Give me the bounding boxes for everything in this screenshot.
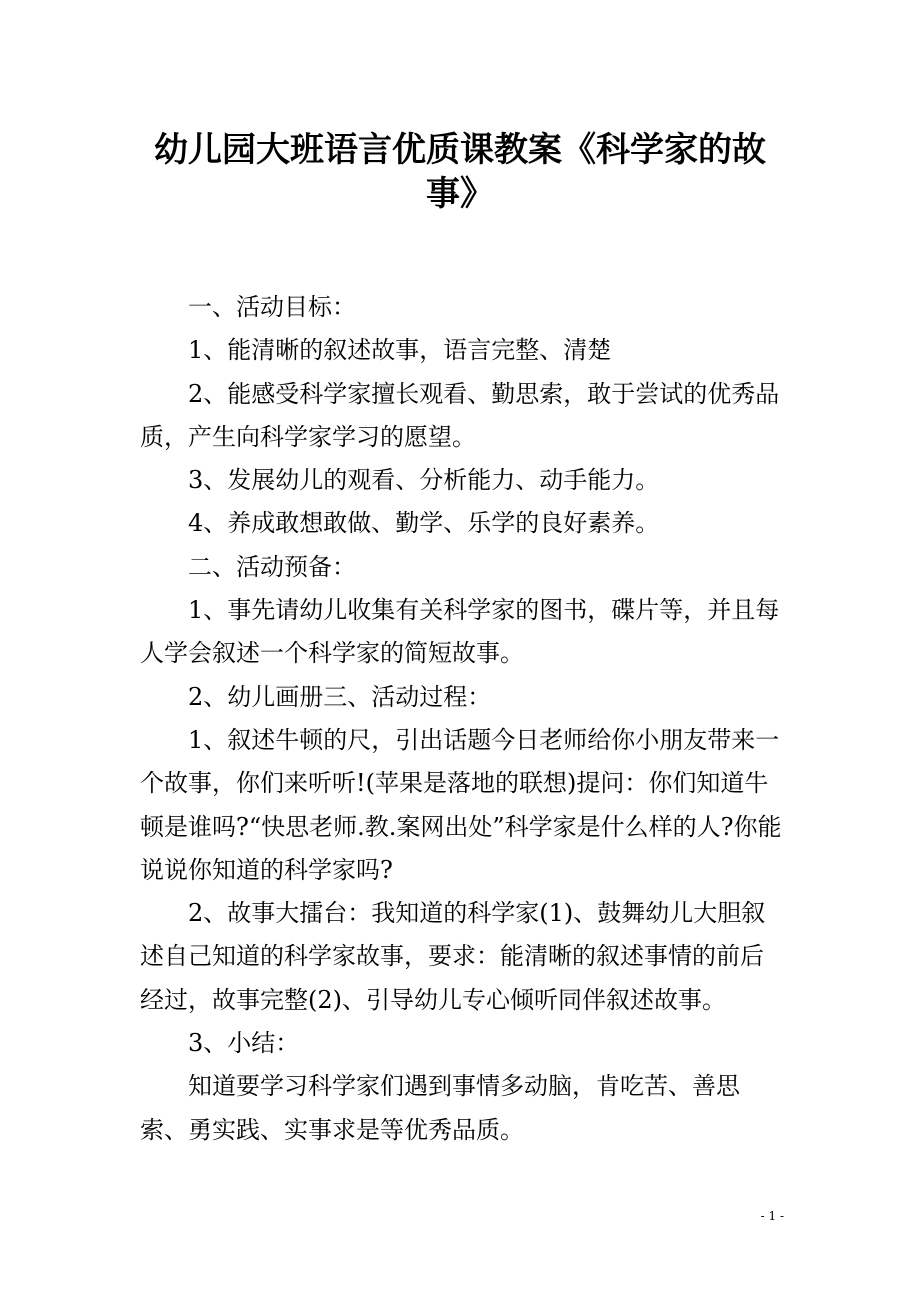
preparation-item-2: 2、幼儿画册三、活动过程： [188,682,492,711]
document-body [140,286,786,1152]
title-line-1: 幼儿园大班语言优质课教案《科学家的故 [154,130,766,170]
summary-text: 知道要学习科学家们遇到事情多动脑，肯吃苦、善思索、勇实践、实事求是等优秀品质。 [140,1072,740,1144]
preparation-item-1: 1、事先请幼儿收集有关科学家的图书，碟片等，并且每人学会叙述一个科学家的简短故事。 [140,596,780,668]
section-heading-goals: 一、活动目标： [188,293,356,321]
page-number: - 1 - [760,1209,784,1223]
process-item-2: 2、故事大擂台：我知道的科学家(1)、鼓舞幼儿大胆叙述自己知道的科学家故事，要求：能清晰的叙述事情的前后经过，故事完整(2)、引导幼儿专心倾听同伴叙述故事。 [140,899,766,1014]
goal-item-4: 4、养成敢想敢做、勤学、乐学的良好素养。 [188,509,660,538]
section-heading-preparation: 二、活动预备： [188,552,356,581]
process-item-1: 1、叙述牛顿的尺，引出话题今日老师给你小朋友带来一个故事，你们来听听!(苹果是落地的联想)提问：你们知道牛顿是谁吗?“快思老师.教.案网出处”科学家是什么样的人?你能说说你知道的科学家吗? [140,725,782,884]
goal-item-1: 1、能清晰的叙述故事，语言完整、清楚 [188,336,612,365]
summary-heading: 3、小结： [188,1029,300,1058]
title-line-2: 事》 [426,174,494,214]
goal-item-2: 2、能感受科学家擅长观看、勤思索，敢于尝试的优秀品质，产生向科学家学习的愿望。 [140,379,780,451]
document-title [130,128,790,216]
goal-item-3: 3、发展幼儿的观看、分析能力、动手能力。 [188,466,660,495]
